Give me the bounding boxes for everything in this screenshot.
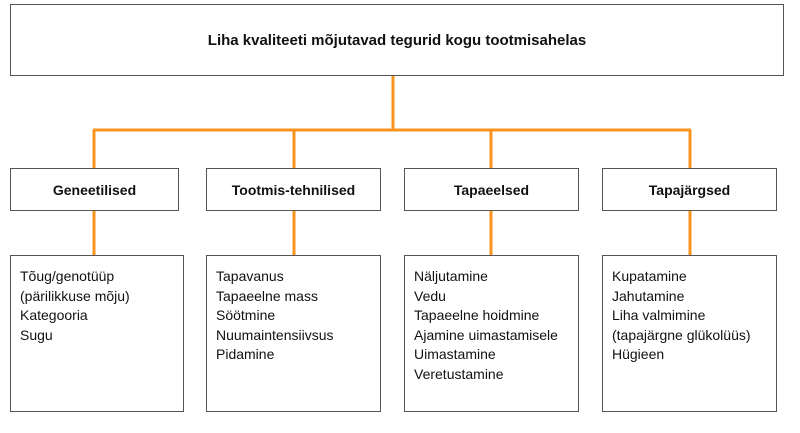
list-item: Veretustamine xyxy=(414,365,504,382)
list-item: Söötmine xyxy=(216,307,276,323)
list-item: (tapajärgne glükolüüs) xyxy=(612,326,751,343)
diagram-title: Liha kvaliteeti mõjutavad tegurid kogu tootmisahelas xyxy=(207,31,587,49)
list-item: Tapavanus xyxy=(216,268,284,284)
list-tapajargsed xyxy=(602,255,777,412)
list-tootmis-tehnilised xyxy=(206,255,381,412)
list-item: Sugu xyxy=(20,326,53,343)
list-item: Pidamine xyxy=(216,346,275,362)
list-item: Liha valmimine xyxy=(612,307,706,323)
category-tootmis-tehnilised: Tootmis-tehnilised xyxy=(206,168,381,211)
list-item: Näljutamine xyxy=(414,268,488,284)
list-item: Tõug/genotüüp xyxy=(20,268,115,284)
list-item: (pärilikkuse mõju) xyxy=(20,287,130,304)
category-tapaeelsed: Tapaeelsed xyxy=(404,168,579,211)
list-tapaeelsed xyxy=(404,255,579,412)
list-item: Uimastamine xyxy=(414,346,496,362)
list-item: Hügieen xyxy=(612,346,665,362)
list-item: Kategooria xyxy=(20,307,88,323)
title-box xyxy=(10,4,784,76)
list-item: Ajamine uimastamisele xyxy=(414,326,558,343)
list-item: Nuumaintensiivsus xyxy=(216,326,334,343)
category-geneetilised: Geneetilised xyxy=(10,168,179,211)
list-item: Tapaeelne hoidmine xyxy=(414,307,540,323)
list-item: Vedu xyxy=(414,287,446,304)
list-item: Kupatamine xyxy=(612,268,687,284)
list-item: Tapaeelne mass xyxy=(216,287,318,304)
category-tapajargsed: Tapajärgsed xyxy=(602,168,777,211)
list-item: Jahutamine xyxy=(612,287,685,304)
list-geneetilised xyxy=(10,255,184,412)
